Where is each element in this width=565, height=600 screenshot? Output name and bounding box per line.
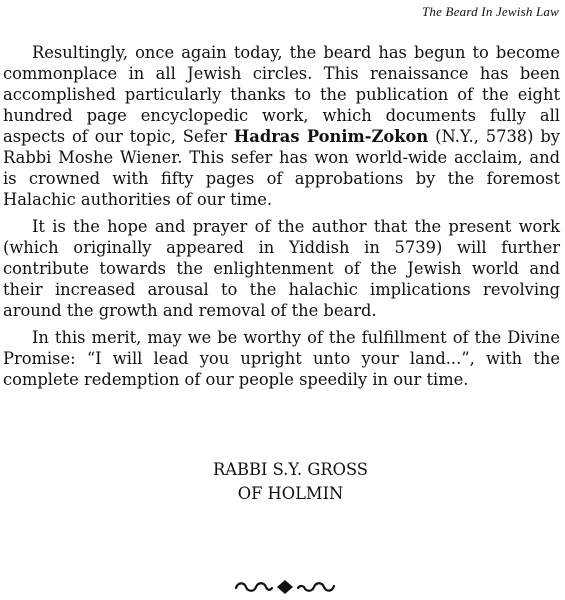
book-title: Hadras Ponim-Zokon (233, 127, 429, 146)
signature-block (8, 458, 565, 506)
page-body (3, 42, 560, 396)
paragraph-3: In this merit, may we be worthy of the fulfillment of the Divine Promise: “I will lead you upright unto your land...”, with the complete redemption of our people speedily in our time. (3, 328, 560, 389)
paragraph-2: It is the hope and prayer of the author that the present work (which originally appeared in Yiddish in 5739) will further contribute towards the enlightenment of the Jewish world and their increased arousal to the halachic implications revolving around the growth and removal of the beard. (3, 217, 560, 320)
signature-name: RABBI S.Y. GROSS (213, 460, 368, 479)
signature-place: OF HOLMIN (237, 484, 344, 503)
paragraph-1-text-a: Resultingly, once again today, the beard has begun to become commonplace in all Jewish circles. This renaissance has been accomplished particularly thanks to the publication of the eight hundred page encyclopedic work, which documents fully all aspects of our topic, Sefer (3, 43, 560, 146)
paragraph-1-text-b: (N.Y., 5738) by Rabbi Moshe Wiener. This sefer has won world-wide acclaim, and is crowned with fifty pages of approbations by the foremost Halachic authorities of our time. (3, 127, 561, 209)
running-header: The Beard In Jewish Law (422, 4, 559, 19)
fleuron-ornament-icon (230, 578, 340, 596)
paragraph-1 (3, 42, 560, 210)
